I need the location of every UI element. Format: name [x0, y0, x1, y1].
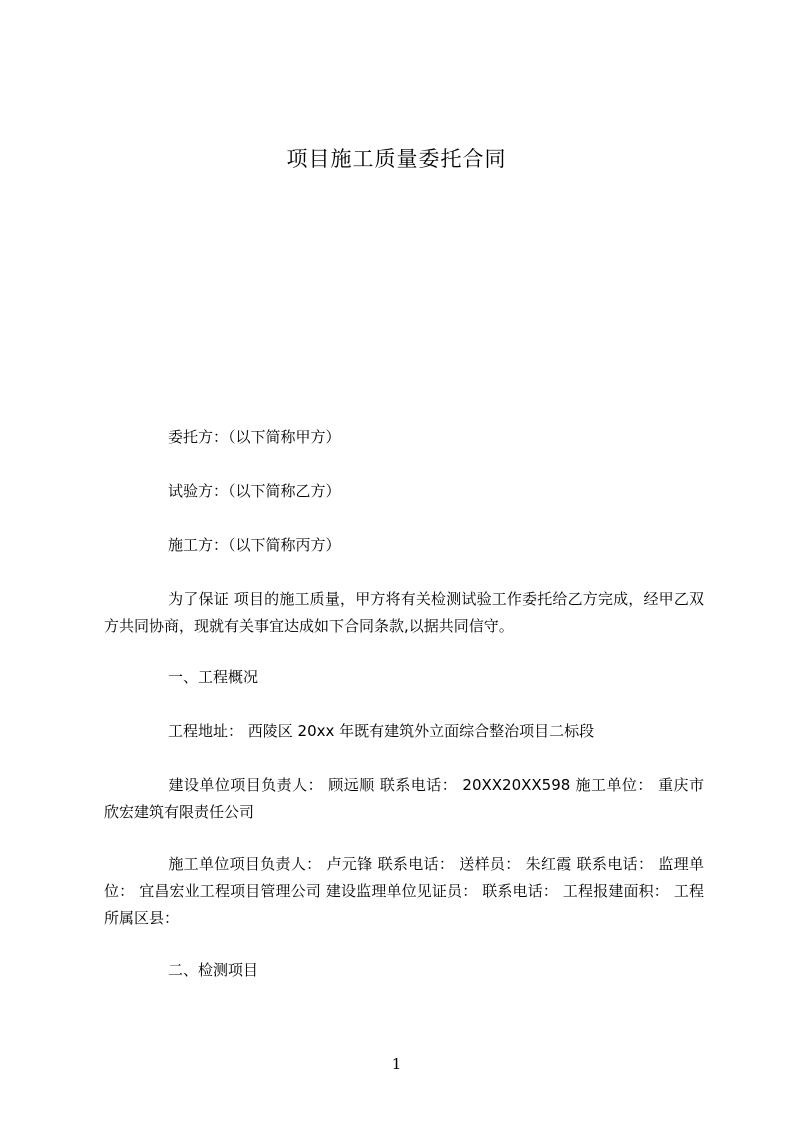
- owner-info-text: 建设单位项目负责人： 顾远顺 联系电话： 20XX20XX598 施工单位： 重庆市欣宏建筑有限责任公司: [104, 776, 704, 821]
- tester-party-line: 试验方：（以下简称乙方）: [168, 482, 341, 500]
- constructor-party-line: 施工方：（以下简称丙方）: [168, 536, 341, 554]
- page-number: 1: [391, 1055, 402, 1073]
- section-heading-project-overview: 一、工程概况: [168, 668, 259, 686]
- section-heading-test-items: 二、检测项目: [168, 961, 259, 979]
- constructor-info-paragraph: [104, 851, 704, 932]
- constructor-info-text: 施工单位项目负责人： 卢元锋 联系电话： 送样员： 朱红霞 联系电话： 监理单位： 宜昌宏业工程项目管理公司 建设监理单位见证员： 联系电话： 工程报建面积： 工程所属区县：: [104, 855, 704, 927]
- intro-text: 为了保证 项目的施工质量，甲方将有关检测试验工作委托给乙方完成，经甲乙双方共同协商，现就有关事宜达成如下合同条款,以据共同信守。: [104, 590, 704, 635]
- client-party-line: 委托方：（以下简称甲方）: [168, 428, 341, 446]
- intro-paragraph: [104, 586, 704, 640]
- document-title: 项目施工质量委托合同: [286, 147, 507, 171]
- project-address-line: 工程地址： 西陵区 20xx 年既有建筑外立面综合整治项目二标段: [168, 722, 595, 740]
- owner-info-paragraph: [104, 772, 704, 826]
